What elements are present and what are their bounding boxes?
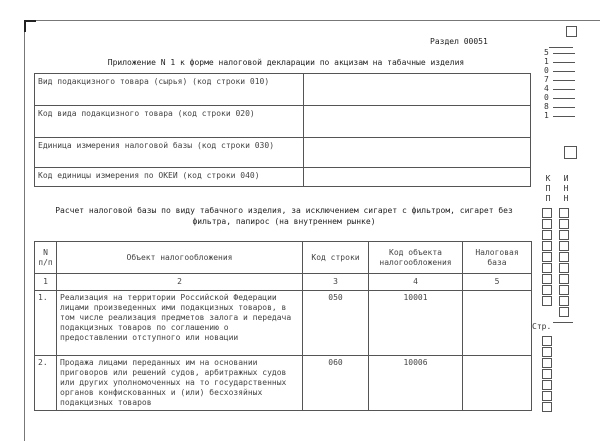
inn-cell[interactable] [559, 219, 569, 229]
page-number-cell[interactable] [542, 391, 552, 401]
inn-cell[interactable] [559, 208, 569, 218]
table-row [35, 356, 532, 411]
col-header-tax-base: Налоговая база [463, 242, 532, 274]
info-value-field[interactable] [304, 168, 531, 187]
barcode-digit: 1 [544, 58, 574, 66]
page-number-cell[interactable] [542, 402, 552, 412]
inn-cell[interactable] [559, 230, 569, 240]
inn-cell[interactable] [559, 285, 569, 295]
kpp-label-p2: П [545, 194, 551, 203]
section-label: Раздел 00051 [430, 37, 488, 46]
column-number: 3 [303, 274, 369, 291]
registration-square [566, 26, 577, 37]
info-label: Вид подакцизного товара (сырья) (код строки 010) [35, 74, 304, 106]
row-line-code: 050 [303, 291, 369, 356]
page-number-cell[interactable] [542, 358, 552, 368]
corner-registration-mark [24, 20, 36, 32]
col-header-num: N п/п [35, 242, 57, 274]
inn-cell[interactable] [559, 241, 569, 251]
column-number: 5 [463, 274, 532, 291]
kpp-label-k: К [545, 174, 551, 183]
inn-cell[interactable] [559, 274, 569, 284]
barcode-digit: 0 [544, 67, 574, 75]
row-object-code: 10006 [369, 356, 463, 411]
appendix-title: Приложение N 1 к форме налоговой декларации по акцизам на табачные изделия [107, 58, 465, 67]
barcode-digit: 1 [544, 112, 574, 120]
inn-cell[interactable] [559, 252, 569, 262]
barcode-top-line [549, 47, 573, 48]
row-tax-base-field[interactable] [463, 291, 532, 356]
col-header-object-code: Код объекта налогообложения [369, 242, 463, 274]
info-row-okei-code [35, 168, 531, 187]
col-header-line-code: Код строки [303, 242, 369, 274]
kpp-cell[interactable] [542, 296, 552, 306]
page-label-line [553, 322, 573, 323]
registration-square [564, 146, 577, 159]
page-number-cell[interactable] [542, 336, 552, 346]
row-object-code: 10001 [369, 291, 463, 356]
column-number: 1 [35, 274, 57, 291]
col-header-object: Объект налогообложения [57, 242, 303, 274]
info-value-field[interactable] [304, 138, 531, 168]
row-number: 2. [35, 356, 57, 411]
info-row-product-type [35, 74, 531, 106]
info-value-field[interactable] [304, 74, 531, 106]
row-tax-base-field[interactable] [463, 356, 532, 411]
calculation-title: Расчет налоговой базы по виду табачного изделия, за исключением сигарет с фильтром, сигарет без фильтра, папирос (на внутреннем рынке) [55, 206, 513, 226]
info-value-field[interactable] [304, 106, 531, 138]
page-number-cell[interactable] [542, 347, 552, 357]
page-number-cell[interactable] [542, 369, 552, 379]
barcode-digit: 0 [544, 94, 574, 102]
tax-base-table [34, 241, 532, 411]
kpp-cell[interactable] [542, 241, 552, 251]
kpp-cell[interactable] [542, 274, 552, 284]
barcode-digit: 5 [544, 49, 574, 57]
kpp-cell[interactable] [542, 219, 552, 229]
barcode-digit: 7 [544, 76, 574, 84]
kpp-cell[interactable] [542, 285, 552, 295]
kpp-cell[interactable] [542, 230, 552, 240]
table-row [35, 291, 532, 356]
kpp-cell[interactable] [542, 263, 552, 273]
info-row-product-code [35, 106, 531, 138]
inn-label-i: И [563, 174, 569, 183]
column-number-row [35, 274, 532, 291]
info-label: Единица измерения налоговой базы (код строки 030) [35, 138, 304, 168]
row-object-text: Реализация на территории Российской Федерации лицами произведенных ими подакцизных товаров, в том числе реализация предметов залога и передача подакцизных товаров по соглашению о предоставлении отступного или новации [57, 291, 303, 356]
barcode-digit: 8 [544, 103, 574, 111]
column-number: 2 [57, 274, 303, 291]
table-header-row [35, 242, 532, 274]
kpp-label-p1: П [545, 184, 551, 193]
inn-cell[interactable] [559, 263, 569, 273]
product-info-table [34, 73, 531, 187]
row-number: 1. [35, 291, 57, 356]
kpp-cell[interactable] [542, 252, 552, 262]
info-row-unit [35, 138, 531, 168]
info-label: Код вида подакцизного товара (код строки 020) [35, 106, 304, 138]
inn-label-n2: Н [563, 194, 569, 203]
column-number: 4 [369, 274, 463, 291]
inn-label-n1: Н [563, 184, 569, 193]
row-line-code: 060 [303, 356, 369, 411]
info-label: Код единицы измерения по ОКЕИ (код строки 040) [35, 168, 304, 187]
barcode-digit: 4 [544, 85, 574, 93]
inn-cell[interactable] [559, 296, 569, 306]
row-object-text: Продажа лицами переданных им на основании приговоров или решений судов, арбитражных судов или других уполномоченных на то государственных органов конфискованных и (или) бесхозяйных подакцизных товаров [57, 356, 303, 411]
page-number-cell[interactable] [542, 380, 552, 390]
page-label: Стр. [532, 322, 552, 331]
kpp-cell[interactable] [542, 208, 552, 218]
inn-cell[interactable] [559, 307, 569, 317]
